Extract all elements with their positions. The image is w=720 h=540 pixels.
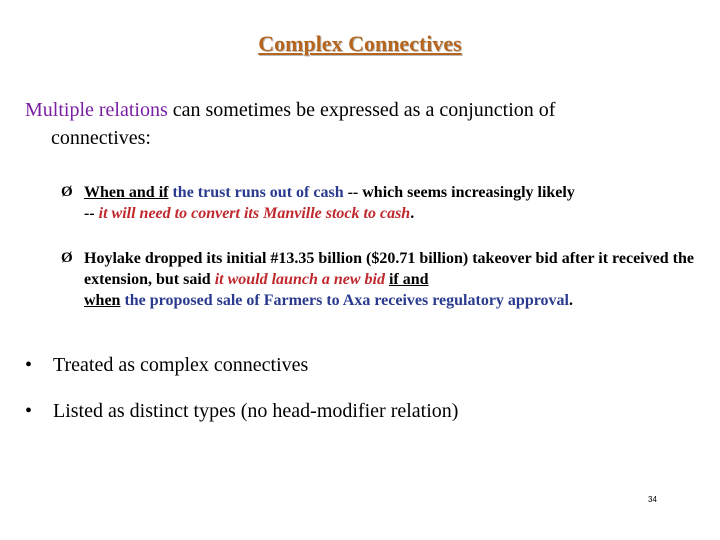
intro-text-line1: can sometimes be expressed as a conjunction of (167, 99, 556, 121)
bullet-text: Treated as complex connectives (53, 354, 309, 376)
connective-phrase: When and if (84, 184, 169, 201)
arrow-bullet-icon: Ø (61, 184, 73, 200)
example-plain-text: -- which seems increasingly likely (343, 184, 575, 201)
example-plain-text: . (568, 292, 573, 309)
arg1-text: the trust runs out of cash (168, 184, 344, 201)
example-text-1 (84, 182, 706, 224)
example-plain-text: Hoylake dropped its initial #13.35 billion ($20.71 billion) takeover bid after it received the extension, but said (84, 250, 694, 288)
connective-phrase: when (84, 292, 121, 309)
bullet-icon: • (25, 400, 33, 422)
bullet-text: Listed as distinct types (no head-modifier relation) (53, 400, 459, 422)
page-number: 34 (648, 495, 657, 504)
bullet-item-2 (25, 398, 705, 424)
example-item-1 (61, 182, 706, 224)
bullet-item-1 (25, 352, 705, 378)
example-plain-text: . (410, 205, 415, 222)
connective-phrase: if and (388, 271, 429, 288)
bullet-icon: • (25, 354, 33, 376)
intro-highlight: Multiple relations (25, 99, 168, 121)
example-text-2 (84, 248, 706, 311)
example-item-2 (61, 248, 706, 311)
intro-text-line2: connectives: (51, 127, 151, 149)
example-plain-text: -- (84, 205, 99, 222)
arg2-text: it would launch a new bid (214, 271, 385, 288)
arg1-text: the proposed sale of Farmers to Axa receives regulatory approval (120, 292, 569, 309)
arg2-text: it will need to convert its Manville stock to cash (98, 205, 411, 222)
arrow-bullet-icon: Ø (61, 250, 73, 266)
intro-paragraph (25, 96, 715, 152)
slide-title: Complex Connectives (258, 31, 462, 56)
